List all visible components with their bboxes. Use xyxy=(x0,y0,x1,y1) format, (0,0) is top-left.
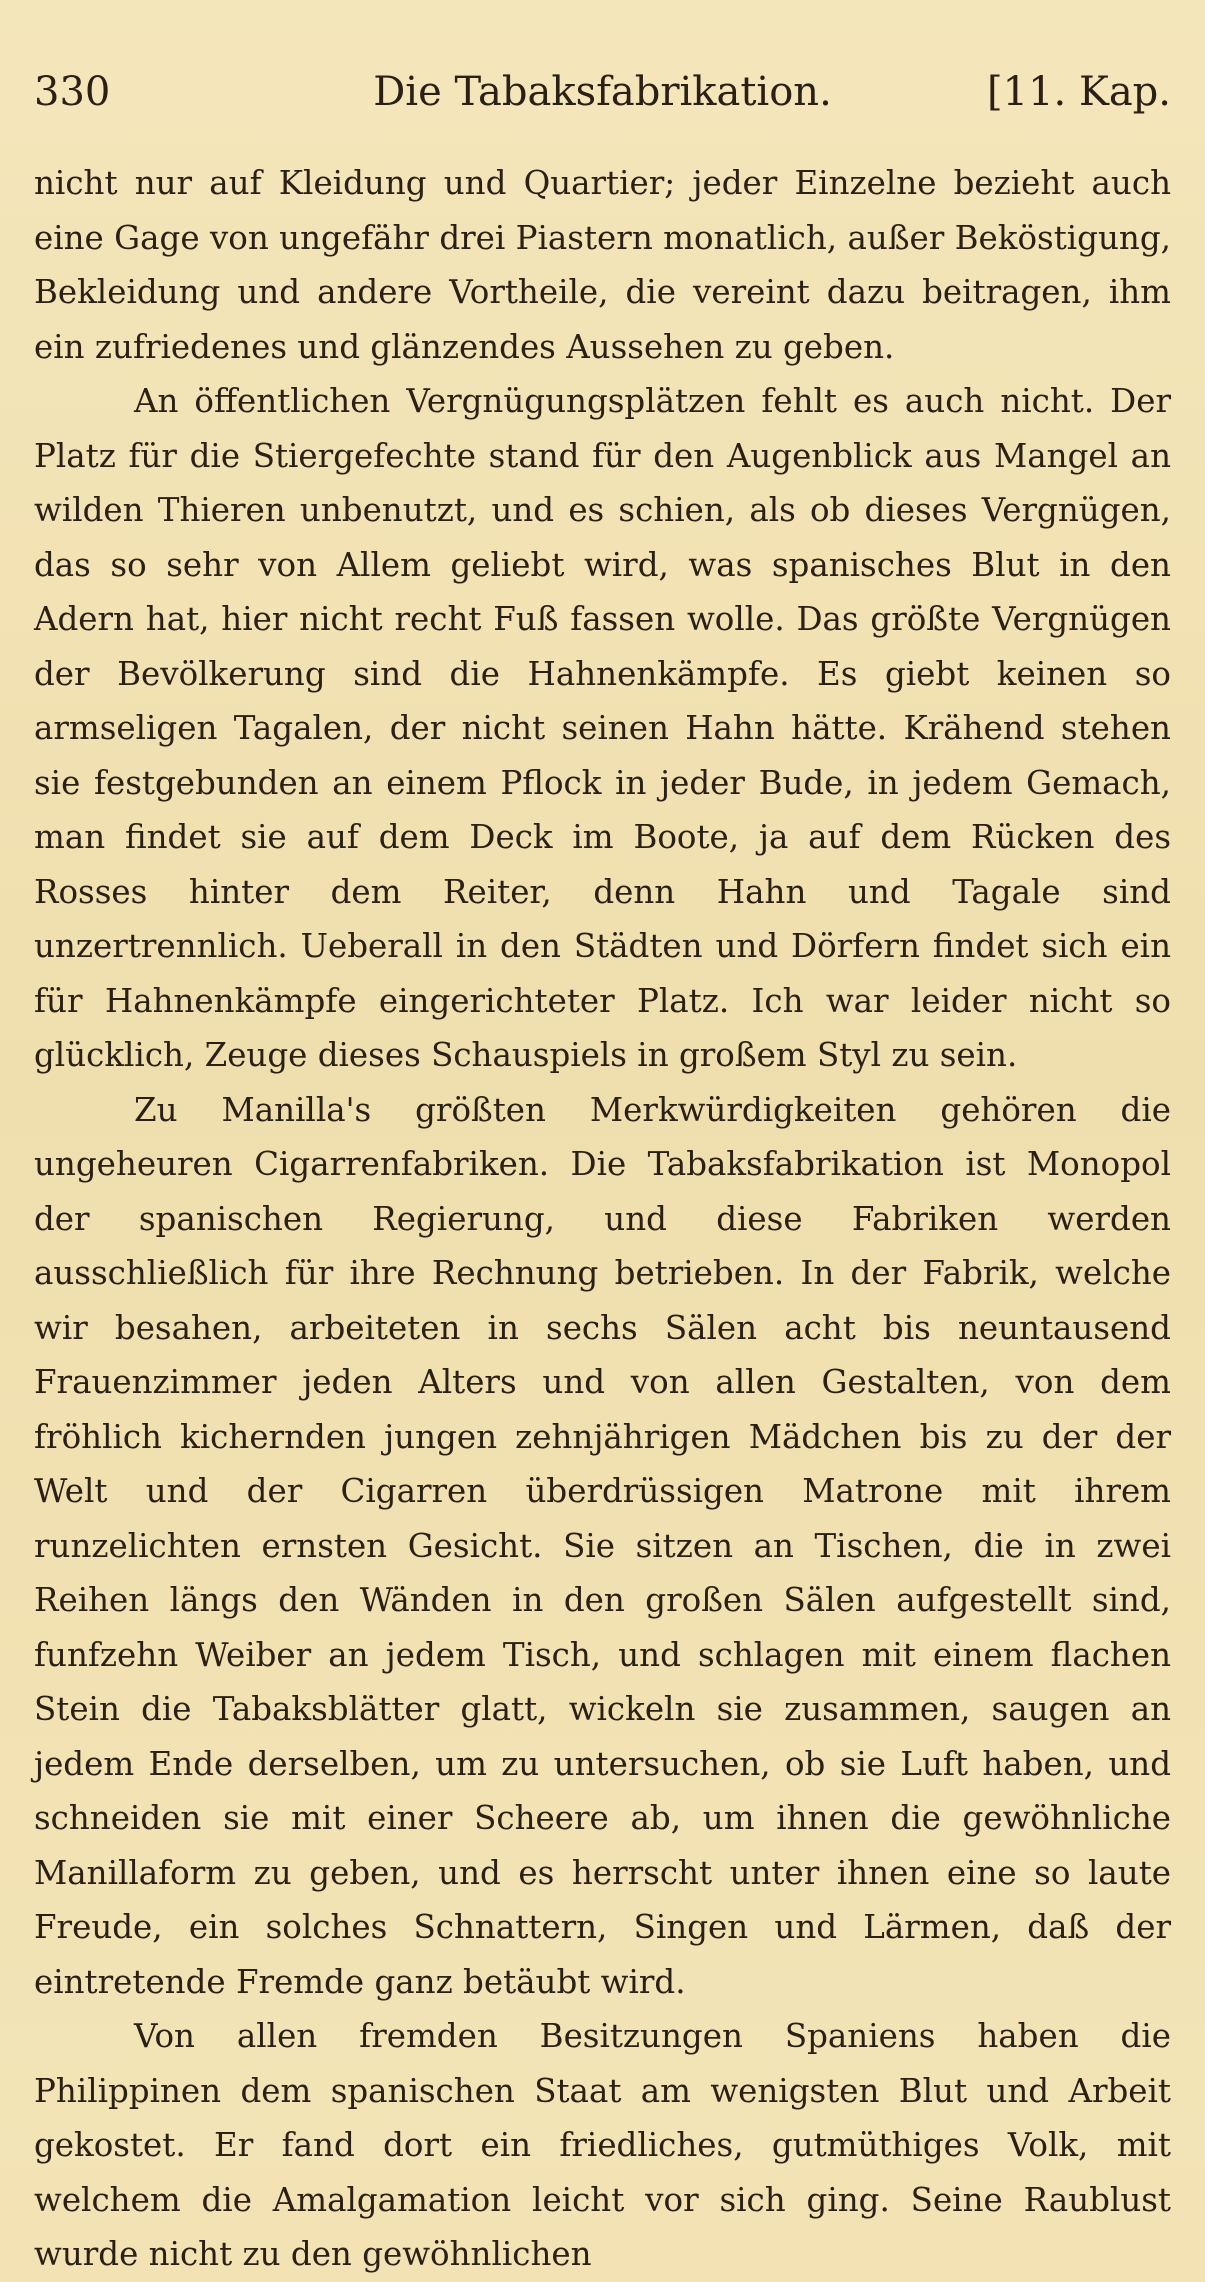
page-header xyxy=(34,62,1171,122)
chapter-reference: [11. Kap. xyxy=(987,69,1171,115)
body-text xyxy=(34,156,1171,2282)
paragraph-2: An öffentlichen Vergnügungsplätzen fehlt es auch nicht. Der Platz für die Stiergefechte stand für den Augenblick aus Mangel an wilden Thieren unbenutzt, und es schien, als ob dieses Vergnügen, das so sehr von Allem geliebt wird, was spanisches Blut in den Adern hat, hier nicht recht Fuß fassen wolle. Das größte Vergnügen der Bevölkerung sind die Hahnenkämpfe. Es giebt keinen so armseligen Tagalen, der nicht seinen Hahn hätte. Krähend stehen sie festgebunden an einem Pflock in jeder Bude, in jedem Gemach, man findet sie auf dem Deck im Boote, ja auf dem Rücken des Rosses hinter dem Reiter, denn Hahn und Tagale sind unzertrennlich. Ueberall in den Städten und Dörfern findet sich ein für Hahnenkämpfe eingerichteter Platz. Ich war leider nicht so glücklich, Zeuge dieses Schauspiels in großem Styl zu sein. xyxy=(34,382,1171,1074)
page-number: 330 xyxy=(34,69,111,115)
paragraph-4: Von allen fremden Besitzungen Spaniens haben die Philippinen dem spanischen Staat am wenigsten Blut und Arbeit gekostet. Er fand dort ein friedliches, gutmüthiges Volk, mit welchem die Amalgamation leicht vor sich ging. Seine Raublust wurde nicht zu den gewöhnlichen xyxy=(34,2017,1171,2273)
running-title: Die Tabaksfabrikation. xyxy=(373,69,832,115)
paragraph-3: Zu Manilla's größten Merkwürdigkeiten gehören die ungeheuren Cigarrenfabriken. Die Tabaksfabrikation ist Monopol der spanischen Regierung, und diese Fabriken werden ausschließlich für ihre Rechnung betrieben. In der Fabrik, welche wir besahen, arbeiteten in sechs Sälen acht bis neuntausend Frauenzimmer jeden Alters und von allen Gestalten, von dem fröhlich kichernden jungen zehnjährigen Mädchen bis zu der der Welt und der Cigarren überdrüssigen Matrone mit ihrem runzelichten ernsten Gesicht. Sie sitzen an Tischen, die in zwei Reihen längs den Wänden in den großen Sälen aufgestellt sind, funfzehn Weiber an jedem Tisch, und schlagen mit einem flachen Stein die Tabaksblätter glatt, wickeln sie zusammen, saugen an jedem Ende derselben, um zu untersuchen, ob sie Luft haben, und schneiden sie mit einer Scheere ab, um ihnen die gewöhnliche Manillaform zu geben, und es herrscht unter ihnen eine so laute Freude, ein solches Schnattern, Singen und Lärmen, daß der eintretende Fremde ganz betäubt wird. xyxy=(34,1090,1171,2001)
paragraph-1: nicht nur auf Kleidung und Quartier; jeder Einzelne bezieht auch eine Gage von ungefähr drei Piastern monatlich, außer Beköstigung, Bekleidung und andere Vortheile, die vereint dazu beitragen, ihm ein zufriedenes und glänzendes Aussehen zu geben. xyxy=(34,164,1171,366)
